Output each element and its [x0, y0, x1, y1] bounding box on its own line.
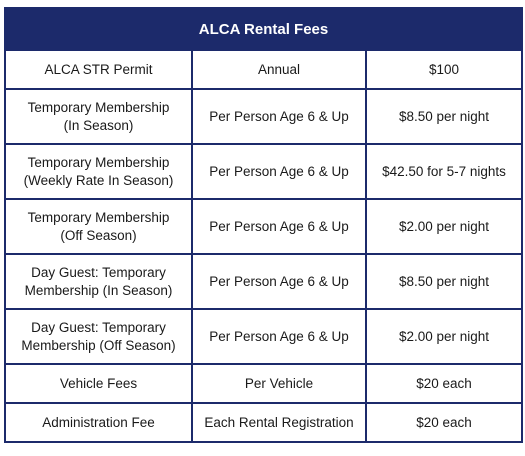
rental-fees-table — [4, 7, 523, 443]
fee-name-cell: Vehicle Fees — [5, 364, 192, 403]
table-row — [5, 89, 522, 144]
fee-basis-cell: Per Person Age 6 & Up — [192, 144, 366, 199]
fee-name-cell: Administration Fee — [5, 403, 192, 442]
fee-name-cell: Temporary Membership (Weekly Rate In Season) — [5, 144, 192, 199]
table-row — [5, 403, 522, 442]
fee-amount-cell: $2.00 per night — [366, 309, 522, 364]
fee-amount-cell: $100 — [366, 50, 522, 89]
fee-basis-cell: Per Person Age 6 & Up — [192, 199, 366, 254]
fee-basis-cell: Per Person Age 6 & Up — [192, 89, 366, 144]
fee-basis-cell: Per Vehicle — [192, 364, 366, 403]
table-title-row — [5, 8, 522, 50]
fee-basis-cell: Each Rental Registration — [192, 403, 366, 442]
table-row — [5, 50, 522, 89]
rental-fees-table-container — [4, 7, 521, 443]
table-row — [5, 364, 522, 403]
table-title: ALCA Rental Fees — [5, 8, 522, 50]
fee-basis-cell: Per Person Age 6 & Up — [192, 309, 366, 364]
table-row — [5, 254, 522, 309]
table-row — [5, 199, 522, 254]
fee-amount-cell: $20 each — [366, 364, 522, 403]
fee-amount-cell: $42.50 for 5-7 nights — [366, 144, 522, 199]
fee-amount-cell: $8.50 per night — [366, 89, 522, 144]
fee-amount-cell: $8.50 per night — [366, 254, 522, 309]
fee-name-cell: Day Guest: Temporary Membership (Off Season) — [5, 309, 192, 364]
fee-basis-cell: Annual — [192, 50, 366, 89]
fee-name-cell: Temporary Membership (In Season) — [5, 89, 192, 144]
fee-amount-cell: $20 each — [366, 403, 522, 442]
table-row — [5, 144, 522, 199]
table-row — [5, 309, 522, 364]
fee-basis-cell: Per Person Age 6 & Up — [192, 254, 366, 309]
fee-amount-cell: $2.00 per night — [366, 199, 522, 254]
fee-name-cell: Temporary Membership (Off Season) — [5, 199, 192, 254]
fee-name-cell: ALCA STR Permit — [5, 50, 192, 89]
fee-name-cell: Day Guest: Temporary Membership (In Season) — [5, 254, 192, 309]
